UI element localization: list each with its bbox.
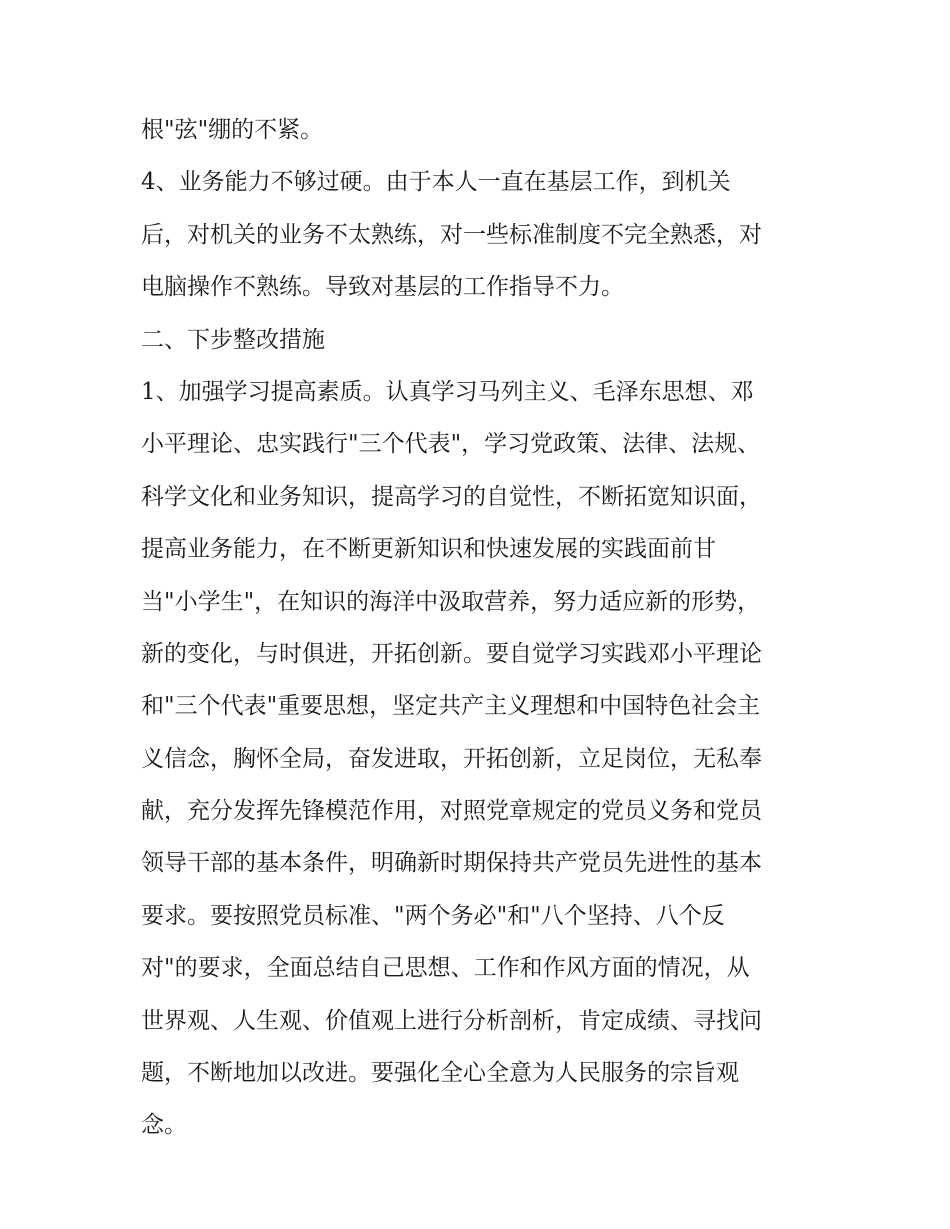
text-line: 当"小学生"，在知识的海洋中汲取营养，努力适应新的形势， (141, 588, 761, 615)
text-line: 题，不断地加以改进。要强化全心全意为人民服务的宗旨观 (141, 1060, 739, 1087)
text-line: 和"三个代表"重要思想，坚定共产主义理想和中国特色社会主 (141, 693, 761, 720)
text-line: 要求。要按照党员标准、"两个务必"和"八个坚持、八个反 (141, 902, 725, 929)
text-line: 后，对机关的业务不太熟练，对一些标准制度不完全熟悉，对 (141, 221, 762, 248)
section-heading: 二、下步整改措施 (141, 326, 325, 353)
text-line: 领导干部的基本条件，明确新时期保持共产党员先进性的基本 (141, 850, 762, 877)
text-line: 根"弦"绷的不紧。 (141, 117, 324, 143)
text-line: 新的变化，与时俱进，开拓创新。要自觉学习实践邓小平理论 (141, 640, 762, 667)
text-line: 世界观、人生观、价值观上进行分析剖析，肯定成绩、寻找问 (141, 1007, 762, 1034)
text-line: 4、业务能力不够过硬。由于本人一直在基层工作，到机关 (141, 169, 731, 196)
text-line: 1、加强学习提高素质。认真学习马列主义、毛泽东思想、邓 (141, 378, 754, 405)
text-line: 献，充分发挥先锋模范作用，对照党章规定的党员义务和党员 (141, 798, 762, 825)
text-line: 念。 (141, 1112, 187, 1139)
text-line: 提高业务能力，在不断更新知识和快速发展的实践面前甘 (141, 536, 716, 563)
text-line: 小平理论、忠实践行"三个代表"，学习党政策、法律、法规、 (141, 431, 761, 458)
text-line: 对"的要求，全面总结自己思想、工作和作风方面的情况，从 (141, 955, 750, 982)
text-line: 义信念，胸怀全局，奋发进取，开拓创新，立足岗位，无私奉 (141, 745, 762, 772)
text-line: 科学文化和业务知识，提高学习的自觉性，不断拓宽知识面， (141, 483, 762, 510)
text-line: 电脑操作不熟练。导致对基层的工作指导不力。 (141, 274, 624, 301)
document-body (141, 104, 831, 1152)
